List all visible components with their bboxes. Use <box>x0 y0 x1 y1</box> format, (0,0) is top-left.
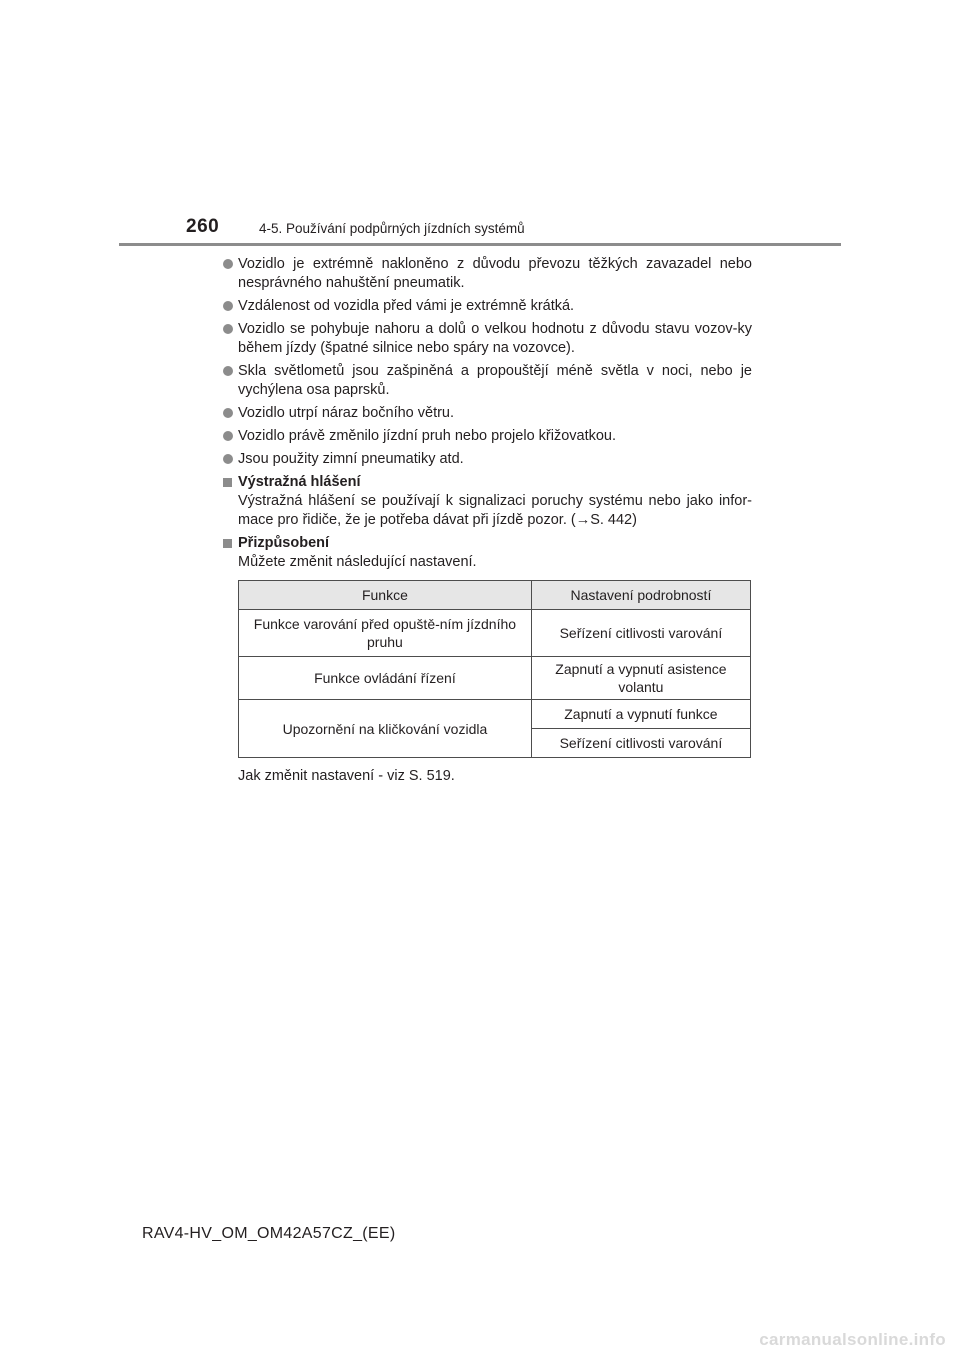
custom-text: Můžete změnit následující nastavení. <box>238 554 477 570</box>
bullet-dot-icon <box>223 324 233 334</box>
table-row <box>239 657 751 700</box>
bullet-dot-icon <box>223 454 233 464</box>
bullet-dot-icon <box>223 408 233 418</box>
custom-heading-text: Přizpůsobení <box>238 535 330 551</box>
bullet-item <box>222 320 752 358</box>
table-cell-setting: Zapnutí a vypnutí asistence volantu <box>531 657 750 700</box>
bullet-item <box>222 404 752 423</box>
page-number: 260 <box>186 216 220 237</box>
settings-reference: Jak změnit nastavení - viz S. 519. <box>238 768 455 784</box>
bullet-text: Jsou použity zimní pneumatiky atd. <box>238 451 464 467</box>
bullet-item <box>222 427 752 446</box>
bullet-item <box>222 297 752 316</box>
bullet-text: Vozidlo utrpí náraz bočního větru. <box>238 405 455 421</box>
header-rule <box>119 243 841 246</box>
bullet-item <box>222 255 752 293</box>
bullet-item <box>222 362 752 400</box>
bullet-dot-icon <box>223 366 233 376</box>
warning-heading <box>222 473 752 492</box>
bullet-text: Vozidlo je extrémně nakloněno z důvodu převozu těžkých zavazadel nebo nesprávného nahuštění pneumatik. <box>238 256 752 291</box>
bullet-item <box>222 450 752 469</box>
section-title: 4-5. Používání podpůrných jízdních systémů <box>259 221 525 236</box>
settings-table <box>238 580 751 758</box>
bullet-text: Vozidlo se pohybuje nahoru a dolů o velkou hodnotu z důvodu stavu vozov-ky během jízdy (špatné silnice nebo spáry na vozovce). <box>238 321 752 356</box>
warning-heading-text: Výstražná hlášení <box>238 474 361 490</box>
custom-heading <box>222 534 752 553</box>
bullet-dot-icon <box>223 301 233 311</box>
page-content <box>222 255 752 786</box>
table-row <box>239 700 751 729</box>
bullet-text: Skla světlometů jsou zašpiněná a propouštějí méně světla v noci, nebo je vychýlena osa paprsků. <box>238 363 752 398</box>
footer-code: RAV4-HV_OM_OM42A57CZ_(EE) <box>142 1225 396 1242</box>
bullet-dot-icon <box>223 259 233 269</box>
square-bullet-icon <box>223 478 232 487</box>
bullet-text: Vzdálenost od vozidla před vámi je extrémně krátká. <box>238 298 575 314</box>
table-header-row <box>239 581 751 610</box>
bullet-dot-icon <box>223 431 233 441</box>
table-row <box>239 610 751 657</box>
table-cell-setting: Seřízení citlivosti varování <box>531 610 750 657</box>
table-header-function: Funkce <box>239 581 532 610</box>
watermark: carmanualsonline.info <box>759 1330 946 1349</box>
table-cell-function: Funkce varování před opuště-ním jízdního pruhu <box>239 610 532 657</box>
table-cell-setting: Seřízení citlivosti varování <box>531 729 750 758</box>
table-cell-function: Upozornění na kličkování vozidla <box>239 700 532 758</box>
table-cell-setting: Zapnutí a vypnutí funkce <box>531 700 750 729</box>
table-cell-function: Funkce ovládání řízení <box>239 657 532 700</box>
square-bullet-icon <box>223 539 232 548</box>
warning-text: Výstražná hlášení se používají k signalizaci poruchy systému nebo jako infor-mace pro řidiče, že je potřeba dávat při jízdě pozor. (→S. 442) <box>238 493 752 528</box>
bullet-text: Vozidlo právě změnilo jízdní pruh nebo projelo křižovatkou. <box>238 428 617 444</box>
table-header-setting: Nastavení podrobností <box>531 581 750 610</box>
